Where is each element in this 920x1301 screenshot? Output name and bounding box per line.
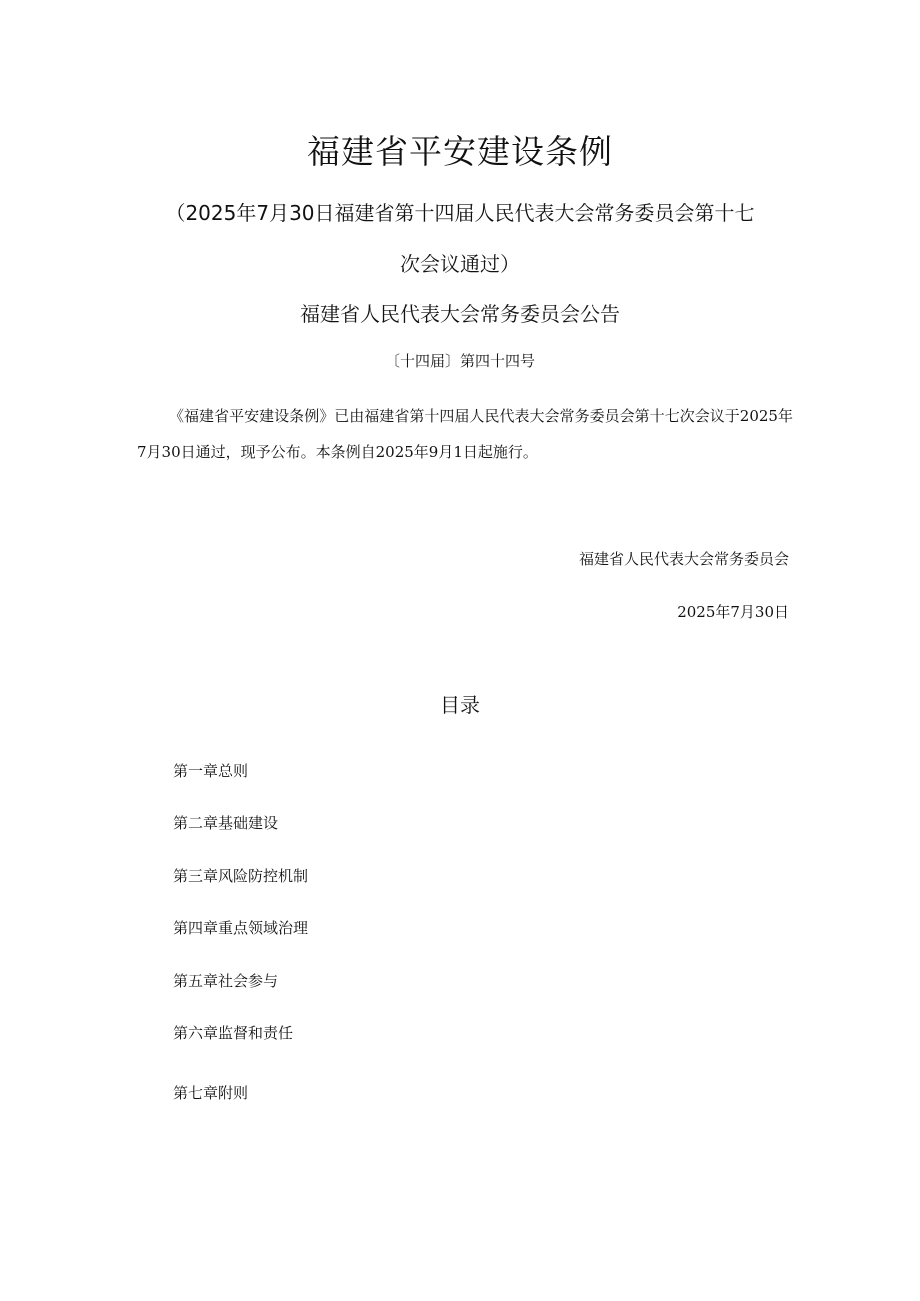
toc-title: 目录 bbox=[440, 693, 480, 717]
toc-item-chapter-4[interactable]: 第四章重点领域治理 bbox=[173, 919, 309, 937]
toc-item-chapter-5[interactable]: 第五章社会参与 bbox=[173, 972, 279, 990]
toc-item-chapter-3[interactable]: 第三章风险防控机制 bbox=[173, 867, 309, 885]
toc-item-chapter-2[interactable]: 第二章基础建设 bbox=[173, 814, 279, 832]
adoption-note-line-2: 次会议通过） bbox=[400, 252, 520, 276]
issue-date: 2025年7月30日 bbox=[677, 603, 789, 621]
announcement-title: 福建省人民代表大会常务委员会公告 bbox=[300, 302, 620, 326]
toc-item-chapter-6[interactable]: 第六章监督和责任 bbox=[173, 1024, 294, 1042]
announcement-number: 〔十四届〕第四十四号 bbox=[384, 352, 535, 370]
toc-item-chapter-1[interactable]: 第一章总则 bbox=[173, 762, 249, 780]
issuer-signature: 福建省人民代表大会常务委员会 bbox=[578, 550, 789, 568]
announcement-body: 《福建省平安建设条例》已由福建省第十四届人民代表大会常务委员会第十七次会议于2025年7月30日通过，现予公布。本条例自2025年9月1日起施行。 bbox=[137, 407, 793, 461]
adoption-note-line-1: （2025年7月30日福建省第十四届人民代表大会常务委员会第十七 bbox=[165, 201, 755, 225]
document-title: 福建省平安建设条例 bbox=[307, 132, 613, 171]
toc-item-chapter-7[interactable]: 第七章附则 bbox=[173, 1084, 249, 1102]
